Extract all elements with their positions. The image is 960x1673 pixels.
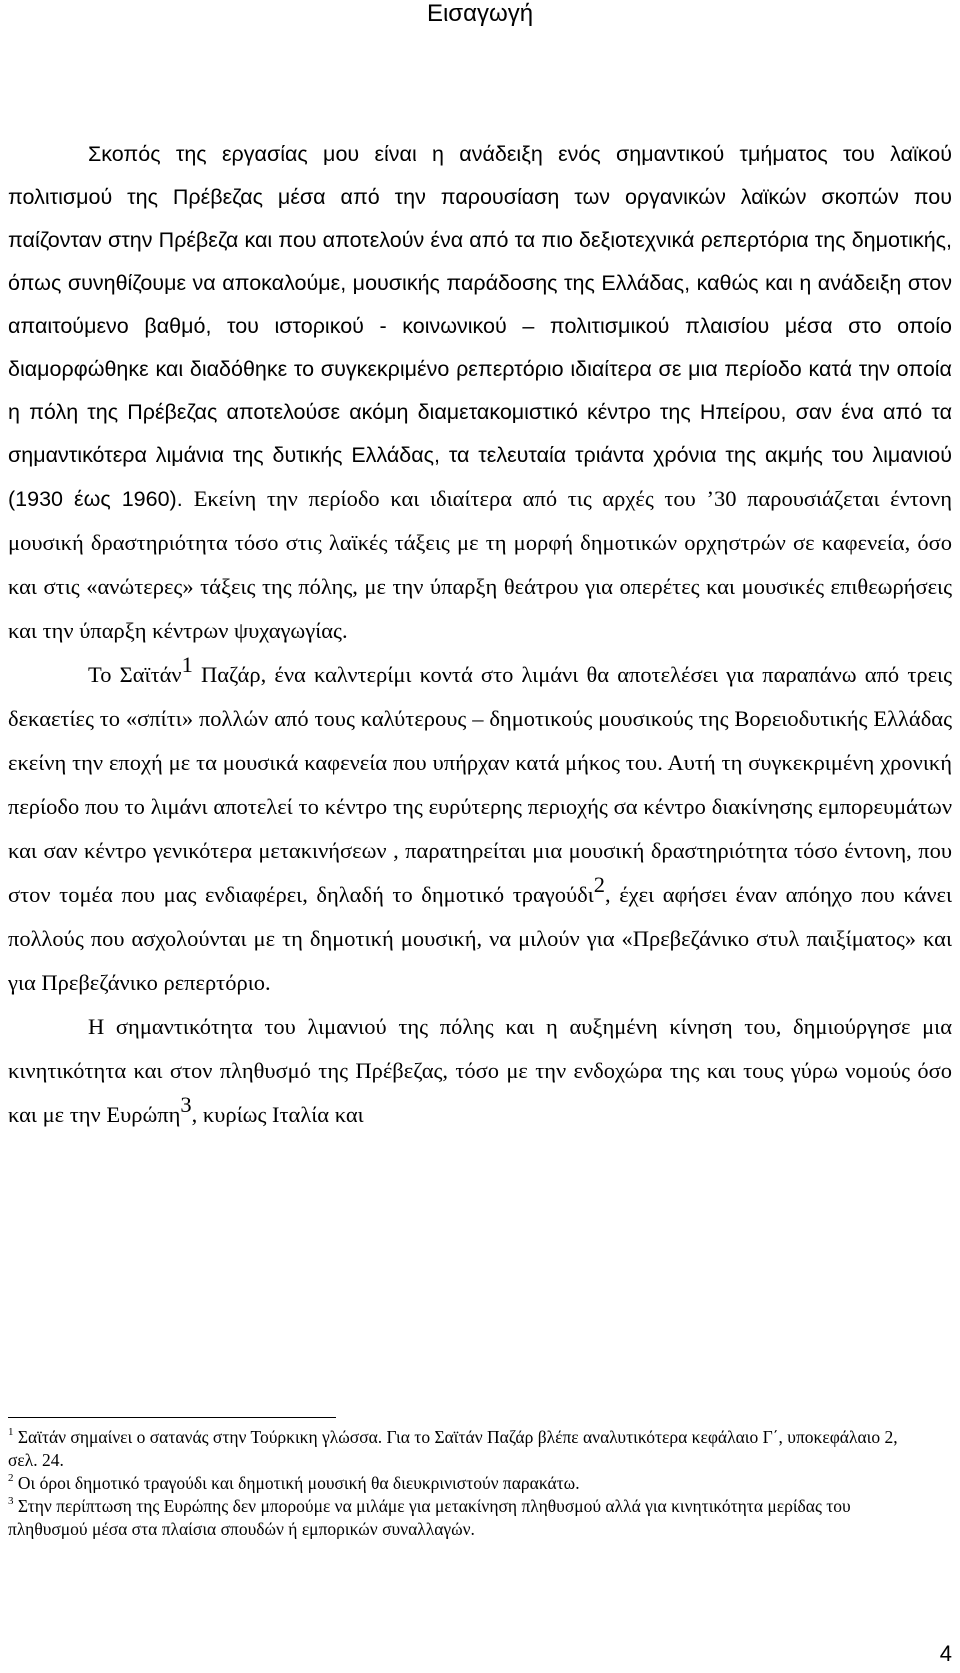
page-number: 4 (939, 1641, 952, 1666)
footnotes (8, 1426, 908, 1541)
footnote-number-3: 3 (8, 1495, 14, 1508)
footnote-text-2: Οι όροι δημοτικό τραγούδι και δημοτική μουσική θα διευκρινιστούν παρακάτω. (13, 1473, 580, 1493)
paragraph-2-text-b: Παζάρ, ένα καλντερίμι κοντά στο λιμάνι θα αποτελέσει για παραπάνω από τρεις δεκαετίες το «σπίτι» πολλών από τους καλύτερους – δημοτικούς μουσικούς της Βορειοδυτικής Ελλάδας εκείνη την εποχή με τα μουσικά καφενεία που υπήρχαν κατά μήκος του. (8, 662, 952, 775)
paragraph-1-text-b: Εκείνη την περίοδο και ιδιαίτερα από τις αρχές του ’30 παρουσιάζεται έντονη μουσική δραστηριότητα τόσο στις λαϊκές τάξεις με τη μορφή δημοτικών ορχηστρών σε καφενεία, όσο και στις «ανώτερες» τάξεις της πόλης, με την ύπαρξη θεάτρου για οπερέτες και μουσικές επιθεωρήσεις και την ύπαρξη κέντρων ψυχαγωγίας. (8, 486, 952, 643)
footnote-separator (8, 1417, 336, 1418)
footnote-ref-2[interactable]: 2 (593, 871, 605, 897)
footnote-ref-3[interactable]: 3 (180, 1091, 192, 1117)
paragraph-3 (8, 1005, 952, 1137)
footnote-ref-1[interactable]: 1 (181, 651, 193, 677)
footnote-number-2: 2 (8, 1472, 14, 1485)
paragraph-3-text-a: Η σημαντικότητα του λιμανιού της πόλης και η αυξημένη κίνηση του, δημιούργησε μια κινητικότητα και στον πληθυσμό της Πρέβεζας, τόσο με την ενδοχώρα της και τους γύρω νομούς όσο και με την Ευρώπη (8, 1014, 952, 1127)
footnote-2 (8, 1472, 908, 1495)
paragraph-1-text-a: Σκοπός της εργασίας μου είναι η ανάδειξη ενός σημαντικού τμήματος του λαϊκού πολιτισμού της Πρέβεζας μέσα από την παρουσίαση των οργανικών λαϊκών σκοπών που παίζονταν στην Πρέβεζα και που αποτελούν ένα από τα πιο δεξιοτεχνικά ρεπερτόρια της δημοτικής, όπως συνηθίζουμε να αποκαλούμε, μουσικής παράδοσης της Ελλάδας, καθώς και η ανάδειξη στον απαιτούμενο βαθμό, του ιστορικού - κοινωνικού – πολιτισμικού πλαισίου μέσα στο οποίο διαμορφώθηκε και διαδόθηκε το συγκεκριμένο ρεπερτόριο ιδιαίτερα σε μια περίοδο κατά την οποία η πόλη της Πρέβεζας αποτελούσε ακόμη διαμετακομιστικό κέντρο της Ηπείρου, σαν ένα από τα σημαντικότερα λιμάνια της δυτικής Ελλάδας, τα τελευταία τριάντα χρόνια της ακμής του λιμανιού (1930 έως 1960). (8, 142, 952, 511)
paragraph-2-text-d: , έχει αφήσει έναν απόηχο που κάνει πολλούς που ασχολούνται με τη δημοτική μουσική, να μιλούν για «Πρεβεζάνικο στυλ παιξίματος» και για Πρεβεζάνικο ρεπερτόριο. (8, 882, 952, 995)
paragraph-3-text-b: , κυρίως Ιταλία και (191, 1102, 364, 1127)
footnote-text-1: Σαϊτάν σημαίνει ο σατανάς στην Τούρκικη γλώσσα. Για το Σαϊτάν Παζάρ βλέπε αναλυτικότερα κεφάλαιο Γ΄, υποκεφάλαιο 2, σελ. 24. (8, 1427, 898, 1470)
footnote-text-3: Στην περίπτωση της Ευρώπης δεν μπορούμε να μιλάμε για μετακίνηση πληθυσμού αλλά για κινητικότητα μερίδας του πληθυσμού μέσα στα πλαίσια σπουδών ή εμπορικών συναλλαγών. (8, 1496, 851, 1539)
body-text (8, 133, 952, 1137)
footnote-number-1: 1 (8, 1426, 14, 1439)
page-heading: Εισαγωγή (426, 0, 534, 27)
paragraph-2 (8, 653, 952, 1005)
footnote-3 (8, 1495, 908, 1541)
paragraph-2-text-a: Το Σαϊτάν (88, 662, 182, 687)
paragraph-1 (8, 133, 952, 653)
paragraph-2-text-c: Αυτή τη συγκεκριμένη χρονική περίοδο που το λιμάνι αποτελεί το κέντρο της ευρύτερης περιοχής σα κέντρο διακίνησης εμπορευμάτων και σαν κέντρο γενικότερα μετακινήσεων , παρατηρείται μια μουσική δραστηριότητα τόσο έντονη, που στον τομέα που μας ενδιαφέρει, δηλαδή το δημοτικό τραγούδι (8, 750, 952, 907)
footnote-1 (8, 1426, 908, 1472)
